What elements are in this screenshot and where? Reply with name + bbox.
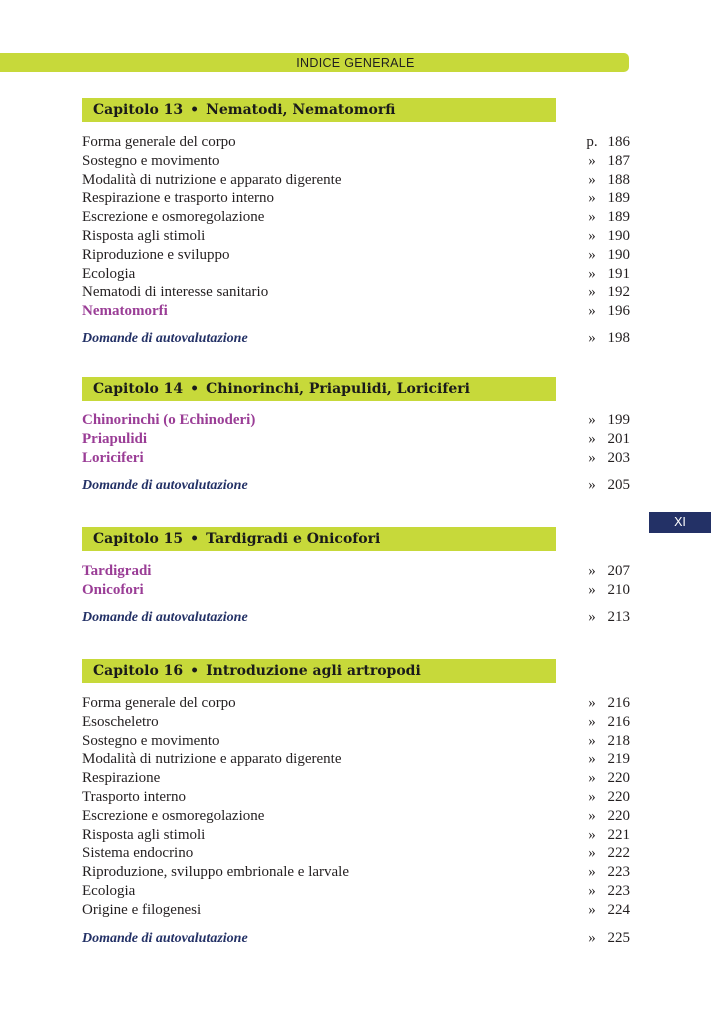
chapter-title: Introduzione agli artropodi — [206, 663, 421, 679]
page-marker: » — [588, 845, 596, 862]
page-marker: » — [588, 609, 596, 625]
entry-title: Riproduzione, sviluppo embrionale e larvale — [82, 864, 350, 881]
page-marker: » — [588, 284, 596, 301]
toc-entry[interactable] — [82, 171, 630, 190]
page-marker: » — [588, 477, 596, 493]
page-number: 189 — [607, 209, 630, 226]
chapter-heading[interactable] — [82, 377, 556, 401]
chapter-heading[interactable] — [82, 527, 556, 551]
chapter-heading[interactable] — [82, 659, 556, 683]
entry-title: Modalità di nutrizione e apparato digerente — [82, 171, 342, 188]
entry-title: Domande di autovalutazione — [82, 331, 248, 346]
toc-entry[interactable] — [82, 713, 630, 732]
page-number: 224 — [607, 901, 630, 918]
entry-title: Ecologia — [82, 883, 136, 899]
entry-title: Priapulidi — [82, 430, 148, 447]
page-marker: » — [588, 770, 596, 787]
entry-title: Loriciferi — [82, 449, 144, 466]
page-number: 189 — [607, 190, 630, 207]
page-number: 216 — [607, 713, 630, 730]
toc-entry[interactable] — [82, 302, 630, 321]
bullet-separator: • — [190, 381, 200, 397]
page-number: 221 — [607, 826, 630, 843]
chapter-number: Capitolo 13 — [93, 102, 184, 118]
page-number: 220 — [607, 770, 630, 787]
toc-entry[interactable] — [82, 189, 630, 208]
chapter-number: Capitolo 15 — [93, 531, 184, 547]
toc-entry[interactable] — [82, 152, 630, 171]
page-marker: » — [588, 901, 596, 918]
entry-title: Trasporto interno — [82, 789, 187, 805]
page-marker: » — [588, 228, 596, 244]
entry-title: Domande di autovalutazione — [82, 478, 248, 493]
page-marker: » — [588, 789, 596, 805]
page-number: 218 — [607, 732, 630, 749]
page-marker: » — [588, 190, 596, 207]
toc-entry[interactable] — [82, 750, 630, 769]
chapter-heading[interactable] — [82, 98, 556, 122]
page-number: 190 — [607, 228, 630, 244]
entry-title: Sostegno e movimento — [82, 732, 220, 749]
bullet-separator: • — [190, 102, 200, 118]
toc-entry[interactable] — [82, 863, 630, 882]
entry-title: Domande di autovalutazione — [82, 931, 248, 946]
entry-title: Escrezione e osmoregolazione — [82, 807, 265, 824]
page-marker: » — [588, 209, 596, 226]
toc-entry[interactable] — [82, 807, 630, 826]
page-marker: » — [588, 713, 596, 730]
review-questions-entry[interactable] — [82, 329, 630, 348]
page-number: 216 — [607, 695, 630, 711]
toc-entry[interactable] — [82, 208, 630, 227]
toc-entry[interactable] — [82, 581, 630, 600]
page-marker: » — [588, 171, 596, 188]
page-number: 223 — [607, 883, 630, 899]
page-number: 225 — [607, 930, 630, 946]
review-questions-entry[interactable] — [82, 476, 630, 495]
toc-entry[interactable] — [82, 265, 630, 284]
entry-title: Escrezione e osmoregolazione — [82, 209, 265, 226]
page-number: 205 — [607, 477, 630, 493]
toc-entry[interactable] — [82, 430, 630, 449]
page-marker: » — [588, 303, 596, 320]
chapter-number: Capitolo 16 — [93, 663, 184, 679]
page-number: 188 — [607, 171, 630, 188]
page-number: 201 — [607, 430, 630, 447]
page-number: 220 — [607, 807, 630, 824]
page-marker: » — [588, 152, 596, 169]
page-marker: » — [588, 449, 596, 466]
page-marker: » — [588, 265, 596, 282]
entry-title: Sistema endocrino — [82, 845, 194, 862]
toc-entry[interactable] — [82, 283, 630, 302]
entry-title: Chinorinchi (o Echinoderi) — [82, 412, 256, 428]
page-marker: » — [588, 807, 596, 824]
page-marker: » — [588, 581, 596, 598]
page-marker: » — [588, 430, 596, 447]
page-number-tab: XI — [649, 512, 711, 533]
page-number: 220 — [607, 789, 630, 805]
page-number: 191 — [607, 265, 630, 282]
toc-entry[interactable] — [82, 694, 630, 713]
review-questions-entry[interactable] — [82, 929, 630, 948]
entry-title: Domande di autovalutazione — [82, 610, 248, 625]
entry-title: Origine e filogenesi — [82, 901, 202, 918]
page-number: 198 — [607, 330, 630, 346]
page-marker: p. — [586, 134, 598, 150]
page-marker: » — [588, 330, 596, 346]
page-marker: » — [588, 412, 596, 428]
page-marker: » — [588, 751, 596, 768]
toc-entry[interactable] — [82, 562, 630, 581]
bullet-separator: • — [190, 663, 200, 679]
page-number: 222 — [607, 845, 630, 862]
toc-entry[interactable] — [82, 901, 630, 920]
page-number: 203 — [607, 449, 630, 466]
toc-entry[interactable] — [82, 449, 630, 468]
entry-title: Risposta agli stimoli — [82, 826, 206, 843]
entry-title: Riproduzione e sviluppo — [82, 246, 230, 263]
entry-title: Nematomorfi — [82, 303, 168, 320]
page-number: 196 — [607, 303, 630, 320]
toc-entry[interactable] — [82, 411, 630, 430]
entry-title: Respirazione — [82, 770, 161, 787]
entry-title: Ecologia — [82, 265, 136, 282]
page-marker: » — [588, 826, 596, 843]
review-questions-entry[interactable] — [82, 608, 630, 627]
page-number: 210 — [607, 581, 630, 598]
page-number: 192 — [607, 284, 630, 301]
toc-entry[interactable] — [82, 246, 630, 265]
entry-title: Respirazione e trasporto interno — [82, 190, 275, 207]
chapter-title: Nematodi, Nematomorfi — [206, 102, 396, 118]
page-number: 187 — [607, 152, 630, 169]
chapter-title: Chinorinchi, Priapulidi, Loriciferi — [206, 381, 470, 397]
page-number: 199 — [607, 412, 630, 428]
page-number: 219 — [607, 751, 630, 768]
entry-title: Tardigradi — [82, 563, 152, 579]
page-marker: » — [588, 930, 596, 946]
toc-entry[interactable] — [82, 844, 630, 863]
toc-entry[interactable] — [82, 732, 630, 751]
page-marker: » — [588, 695, 596, 711]
entry-title: Onicofori — [82, 581, 144, 598]
toc-entry[interactable] — [82, 788, 630, 807]
page-number: 223 — [607, 864, 630, 881]
entry-title: Risposta agli stimoli — [82, 228, 206, 244]
chapter-title: Tardigradi e Onicofori — [206, 531, 381, 547]
toc-entry[interactable] — [82, 227, 630, 246]
toc-entry[interactable] — [82, 882, 630, 901]
page-marker: » — [588, 883, 596, 899]
page-title: INDICE GENERALE — [296, 56, 415, 70]
page-number: 213 — [607, 609, 630, 625]
entry-title: Forma generale del corpo — [82, 134, 236, 150]
page-number: 207 — [607, 563, 630, 579]
page-marker: » — [588, 246, 596, 263]
entry-title: Modalità di nutrizione e apparato digerente — [82, 751, 342, 768]
page-number: 186 — [607, 134, 630, 150]
page-marker: » — [588, 732, 596, 749]
entry-title: Nematodi di interesse sanitario — [82, 284, 269, 301]
toc-entry[interactable] — [82, 769, 630, 788]
entry-title: Forma generale del corpo — [82, 695, 236, 711]
entry-title: Sostegno e movimento — [82, 152, 220, 169]
page-number: 190 — [607, 246, 630, 263]
entry-title: Esoscheletro — [82, 713, 159, 730]
bullet-separator: • — [190, 531, 200, 547]
toc-entry[interactable] — [82, 133, 630, 152]
page-marker: » — [588, 563, 596, 579]
chapter-number: Capitolo 14 — [93, 381, 184, 397]
toc-entry[interactable] — [82, 826, 630, 845]
page-marker: » — [588, 864, 596, 881]
